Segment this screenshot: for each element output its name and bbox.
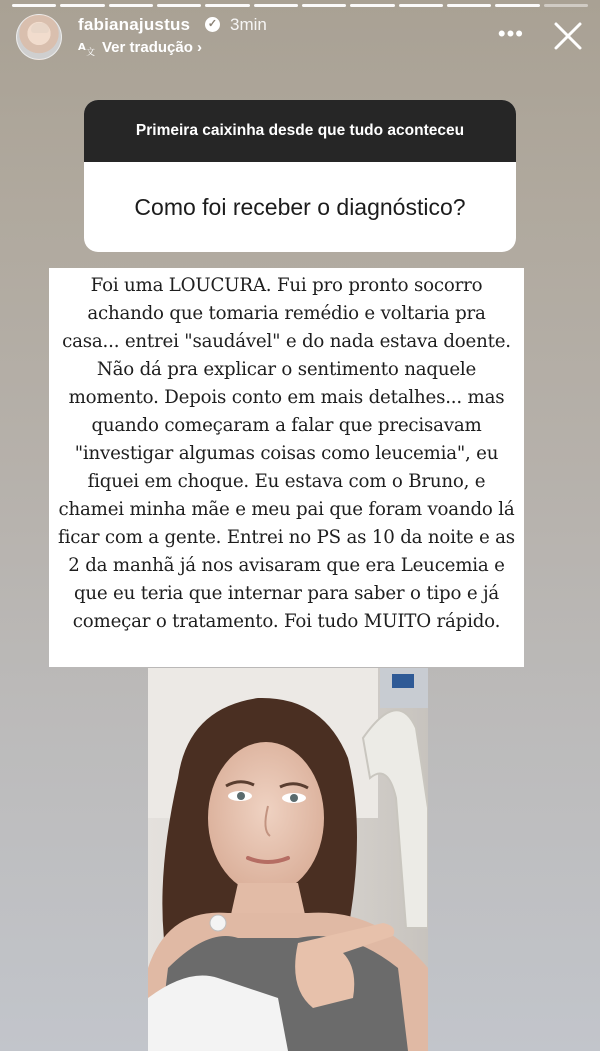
progress-segment xyxy=(447,4,491,7)
question-sticker[interactable] xyxy=(84,100,516,252)
selfie-photo xyxy=(148,668,428,1051)
story-progress-bar xyxy=(12,4,588,7)
translate-icon xyxy=(78,40,96,56)
username[interactable]: fabianajustus xyxy=(78,15,191,34)
progress-segment xyxy=(60,4,104,7)
progress-segment xyxy=(495,4,539,7)
progress-segment xyxy=(544,4,588,7)
progress-segment xyxy=(254,4,298,7)
more-icon[interactable]: ••• xyxy=(497,21,524,46)
progress-segment xyxy=(109,4,153,7)
story-header xyxy=(16,12,584,64)
progress-segment xyxy=(350,4,394,7)
svg-text:A: A xyxy=(78,42,86,53)
verified-badge-icon: ✓ xyxy=(205,17,220,32)
progress-segment xyxy=(399,4,443,7)
progress-segment xyxy=(12,4,56,7)
see-translation-link[interactable]: Ver tradução › xyxy=(102,39,203,56)
question-text: Como foi receber o diagnóstico? xyxy=(134,193,466,220)
progress-segment xyxy=(157,4,201,7)
close-icon[interactable] xyxy=(552,20,584,52)
answer-text-block: Foi uma LOUCURA. Fui pro pronto socorro achando que tomaria remédio e voltaria pra casa... entrei "saudável" e do nada estava doente. Não dá pra explicar o sentimento naquele momento. Depois conto em mais detalhes... mas quando começaram a falar que precisavam "investigar algumas coisas como leucemia", eu fiquei em choque. Eu estava com o Bruno, e chamei minha mãe e meu pai que foram voando lá ficar com a gente. Entrei no PS as 10 da noite e as 2 da manhã já nos avisaram que era Leucemia e que eu teria que internar para saber o tipo e já começar o tratamento. Foi tudo MUITO rápido. xyxy=(49,268,524,667)
question-sticker-header: Primeira caixinha desde que tudo aconteceu xyxy=(84,100,516,162)
progress-segment xyxy=(302,4,346,7)
avatar[interactable] xyxy=(16,14,62,60)
progress-segment xyxy=(205,4,249,7)
svg-text:文: 文 xyxy=(86,48,96,56)
time-ago: 3min xyxy=(230,15,267,34)
